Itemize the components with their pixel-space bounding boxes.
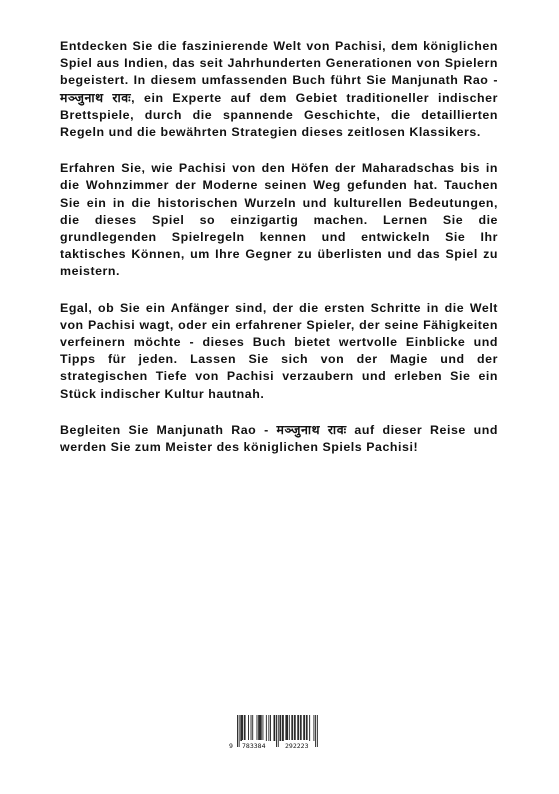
barcode-bar (258, 715, 259, 741)
barcode-bar (248, 715, 249, 741)
barcode-bar (297, 715, 298, 741)
barcode-bar (306, 715, 307, 741)
barcode-bar (294, 715, 295, 741)
barcode-bar (266, 715, 267, 741)
barcode-left-digits: 783384 (242, 742, 266, 750)
barcode-bar (261, 715, 262, 741)
barcode-bar (300, 715, 301, 741)
barcode-bar (274, 715, 275, 741)
paragraph-history: Erfahren Sie, wie Pachisi von den Höfen der Maharadschas bis in die Wohnzimmer der Moderne seinen Weg gefunden hat. Tauchen Sie ein in die historischen Wurzeln und kulturellen Bedeutungen, die dieses Spiel so einzigartig machen. Lernen Sie die grundlegenden Spielregeln kennen und entwickeln Sie Ihr taktisches Können, um Ihre Gegner zu überlisten und das Spiel zu meistern. (60, 161, 498, 279)
barcode-bar (245, 715, 246, 741)
barcode-bar (309, 715, 310, 741)
barcode-right-digits: 292223 (285, 742, 309, 750)
barcode-bar (283, 715, 284, 741)
barcode-bar (260, 715, 261, 741)
barcode-bar (280, 715, 281, 741)
barcode-bar (298, 715, 299, 741)
paragraph-intro: Entdecken Sie die faszinierende Welt von Pachisi, dem königlichen Spiel aus Indien, das seit Jahrhunderten Generationen von Spielern begeistert. In diesem umfassenden Buch führt Sie Manjunath Rao - मञ्जुनाथ रावः, ein Experte auf dem Gebiet traditioneller indischer Brettspiele, durch die spannende Geschichte, die detaillierten Regeln und die bewährten Strategien dieses zeitlosen Klassikers. (60, 39, 498, 140)
barcode-bar (314, 715, 315, 741)
barcode-bar (241, 715, 242, 741)
paragraph-audience: Egal, ob Sie ein Anfänger sind, der die ersten Schritte in die Welt von Pachisi wagt, oder ein erfahrener Spieler, der seine Fähigkeiten verfeinern möchte - dieses Buch bietet wertvolle Einblicke und Tipps für jeden. Lassen Sie sich von der Magie und der strategischen Tiefe von Pachisi verzaubern und erleben Sie ein Stück indischer Kultur hautnah. (60, 300, 498, 401)
barcode-bar (292, 715, 293, 741)
barcode-bar (259, 715, 260, 741)
barcode-bar (295, 715, 296, 741)
barcode-bar (301, 715, 302, 741)
back-cover-text (60, 38, 498, 475)
barcode-bar (289, 715, 290, 741)
barcode-bar (268, 715, 269, 741)
barcode-bar (240, 715, 241, 741)
barcode-bar (304, 715, 305, 741)
barcode-bar (242, 715, 243, 741)
barcode-bar (263, 715, 264, 741)
barcode-bar (291, 715, 292, 741)
barcode-bar (252, 715, 253, 741)
barcode-bar (303, 715, 304, 741)
barcode-bar (270, 715, 271, 741)
barcode-bar (287, 715, 288, 741)
barcode-bar (244, 715, 245, 741)
barcode-bar (282, 715, 283, 741)
barcode-bar (280, 715, 281, 741)
barcode-digits (229, 740, 330, 752)
barcode-bar (307, 715, 308, 741)
paragraph-closing: Begleiten Sie Manjunath Rao - मञ्जुनाथ रावः auf dieser Reise und werden Sie zum Meister des königlichen Spiels Pachisi! (60, 422, 498, 455)
barcode-bar (286, 715, 287, 741)
barcode-bar (251, 715, 252, 741)
barcode-bar (285, 715, 286, 741)
isbn-barcode (229, 715, 330, 753)
barcode-bar (257, 715, 258, 741)
barcode-bar (274, 715, 275, 741)
barcode-first-digit: 9 (229, 742, 233, 750)
